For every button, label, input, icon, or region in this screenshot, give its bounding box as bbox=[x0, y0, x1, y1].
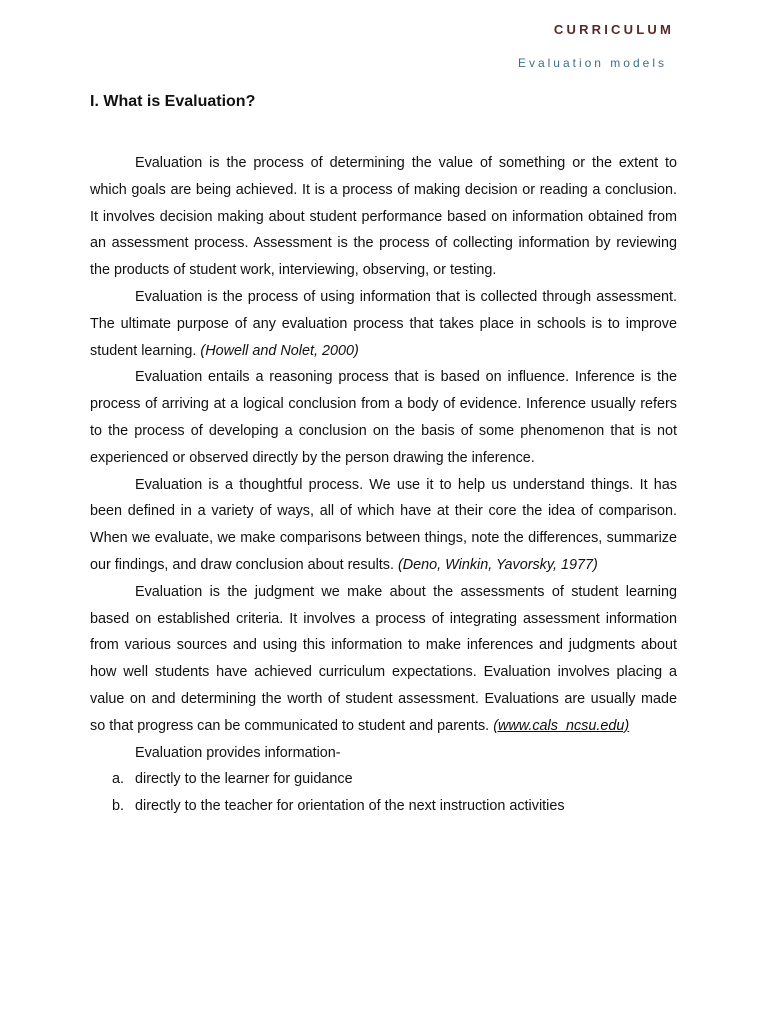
list-item bbox=[90, 793, 677, 820]
paragraph-definition bbox=[90, 150, 677, 284]
paragraph-inference bbox=[90, 364, 677, 471]
body-text bbox=[90, 150, 677, 820]
header-title: CURRICULUM bbox=[553, 22, 674, 37]
header-subtitle: Evaluation models bbox=[517, 56, 667, 70]
paragraph-text: Evaluation entails a reasoning process that is based on influence. Inference is the process of arriving at a logical conclusion from a body of evidence. Inference usually refers to the process of developing a conclusion on the basis of some phenomenon that is not experienced or observed directly by the person drawing the inference. bbox=[90, 369, 677, 466]
list-marker: b. bbox=[112, 798, 125, 815]
paragraph-text: Evaluation is the process of using information that is collected through assessment. The ultimate purpose of any evaluation process that takes place in schools is to improve student learning. bbox=[90, 288, 677, 359]
information-list bbox=[90, 766, 677, 820]
list-item bbox=[90, 766, 677, 793]
paragraph-comparison bbox=[90, 472, 677, 579]
citation: (Howell and Nolet, 2000) bbox=[200, 342, 359, 359]
paragraph-text: Evaluation is the process of determining the value of something or the extent to which goals are being achieved. It is a process of making decision or reading a conclusion. It involves decision making about student performance based on information obtained from an assessment process. Assessment is the process of collecting information by reviewing the products of student work, interviewing, observing, or testing. bbox=[90, 155, 677, 279]
citation-link[interactable]: (www.cals_ncsu.edu) bbox=[493, 717, 630, 734]
list-marker: a. bbox=[112, 771, 125, 788]
list-item-text: directly to the learner for guidance bbox=[135, 771, 353, 788]
paragraph-provides bbox=[90, 740, 677, 767]
paragraph-judgment bbox=[90, 579, 677, 740]
paragraph-purpose bbox=[90, 284, 677, 364]
list-item-text: directly to the teacher for orientation of the next instruction activities bbox=[135, 798, 565, 815]
section-heading: I. What is Evaluation? bbox=[90, 93, 256, 110]
paragraph-text: Evaluation is a thoughtful process. We use it to help us understand things. It has been defined in a variety of ways, all of which have at their core the idea of comparison. When we evaluate, we make comparisons between things, note the differences, summarize our findings, and draw conclusion about results. bbox=[90, 476, 677, 573]
paragraph-text: Evaluation is the judgment we make about the assessments of student learning based on established criteria. It involves a process of integrating assessment information from various sources and using this information to make inferences and judgments about how well students have achieved curriculum expectations. Evaluation involves placing a value on and determining the worth of student assessment. Evaluations are usually made so that progress can be communicated to student and parents. bbox=[90, 583, 677, 734]
paragraph-text: Evaluation provides information- bbox=[135, 744, 341, 761]
citation: (Deno, Winkin, Yavorsky, 1977) bbox=[397, 556, 598, 573]
